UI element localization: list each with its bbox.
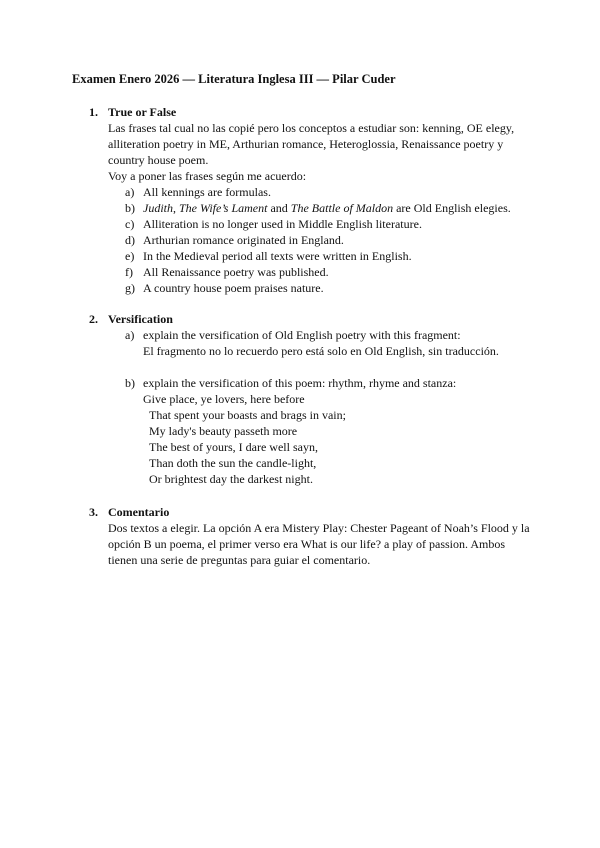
section-title: Versification [108,312,173,326]
section-true-or-false [89,104,528,296]
statement-list [125,184,528,296]
question-a [125,327,499,343]
item-label: a) [125,185,135,199]
section-heading [89,311,499,327]
section-heading [89,104,528,120]
question-b [125,375,499,391]
separator: , [173,201,179,215]
list-item [125,232,528,248]
section-title: Comentario [108,505,170,519]
item-text: explain the versification of Old English poetry with this fragment: [143,328,461,342]
poem-line: That spent your boasts and brags in vain; [149,408,346,422]
item-text: A country house poem praises nature. [143,281,324,295]
item-text: All Renaissance poetry was published. [143,265,329,279]
poem-line: Or brightest day the darkest night. [149,472,313,486]
item-label: e) [125,249,135,263]
item-text [143,200,511,216]
poem-line: My lady's beauty passeth more [149,424,298,438]
section-title: True or False [108,105,177,119]
section-number: 1. [89,105,98,119]
list-item [125,216,528,232]
item-label: b) [125,376,135,390]
poem-line: The best of yours, I dare well sayn, [149,440,318,454]
list-item [125,280,528,296]
list-item [125,248,528,264]
section-intro: Las frases tal cual no las copié pero los conceptos a estudiar son: kenning, OE elegy, alliteration poetry in ME, Arthurian romance, Heteroglossia, Renaissance poetry y country house poem. [108,121,515,167]
exam-title: Examen Enero 2026 — Literatura Inglesa III — Pilar Cuder [72,72,396,86]
item-label: b) [125,201,135,215]
section-versification [89,311,499,487]
section-number: 2. [89,312,98,326]
section-heading [89,504,533,520]
poem-line: Than doth the sun the candle-light, [149,456,317,470]
work-title: The Battle of Maldon [290,201,394,215]
section-number: 3. [89,505,98,519]
list-item [125,264,528,280]
work-title: Judith [143,201,173,215]
poem-line: Give place, ye lovers, here before [143,392,305,406]
section-text: Dos textos a elegir. La opción A era Mistery Play: Chester Pageant of Noah’s Flood y la opción B un poema, el primer verso era What is our life? a play of passion. Ambos tienen una serie de preguntas para guiar el comentario. [108,521,530,567]
item-rest: are Old English elegies. [393,201,511,215]
work-title: The Wife’s Lament [179,201,268,215]
separator: and [267,201,291,215]
list-item [125,200,528,216]
item-label: c) [125,217,135,231]
item-label: d) [125,233,135,247]
question-a-note: El fragmento no lo recuerdo pero está solo en Old English, sin traducción. [143,344,499,358]
list-item [125,184,528,200]
item-text: explain the versification of this poem: rhythm, rhyme and stanza: [143,376,457,390]
poem [143,391,499,487]
section-note: Voy a poner las frases según me acuerdo: [108,169,307,183]
item-label: g) [125,281,135,295]
item-label: f) [125,265,133,279]
question-list [125,327,499,487]
item-text: Arthurian romance originated in England. [143,233,344,247]
section-comentario [89,504,533,568]
item-text: Alliteration is no longer used in Middle English literature. [143,217,422,231]
item-text: In the Medieval period all texts were written in English. [143,249,412,263]
item-label: a) [125,328,135,342]
item-text: All kennings are formulas. [143,185,271,199]
